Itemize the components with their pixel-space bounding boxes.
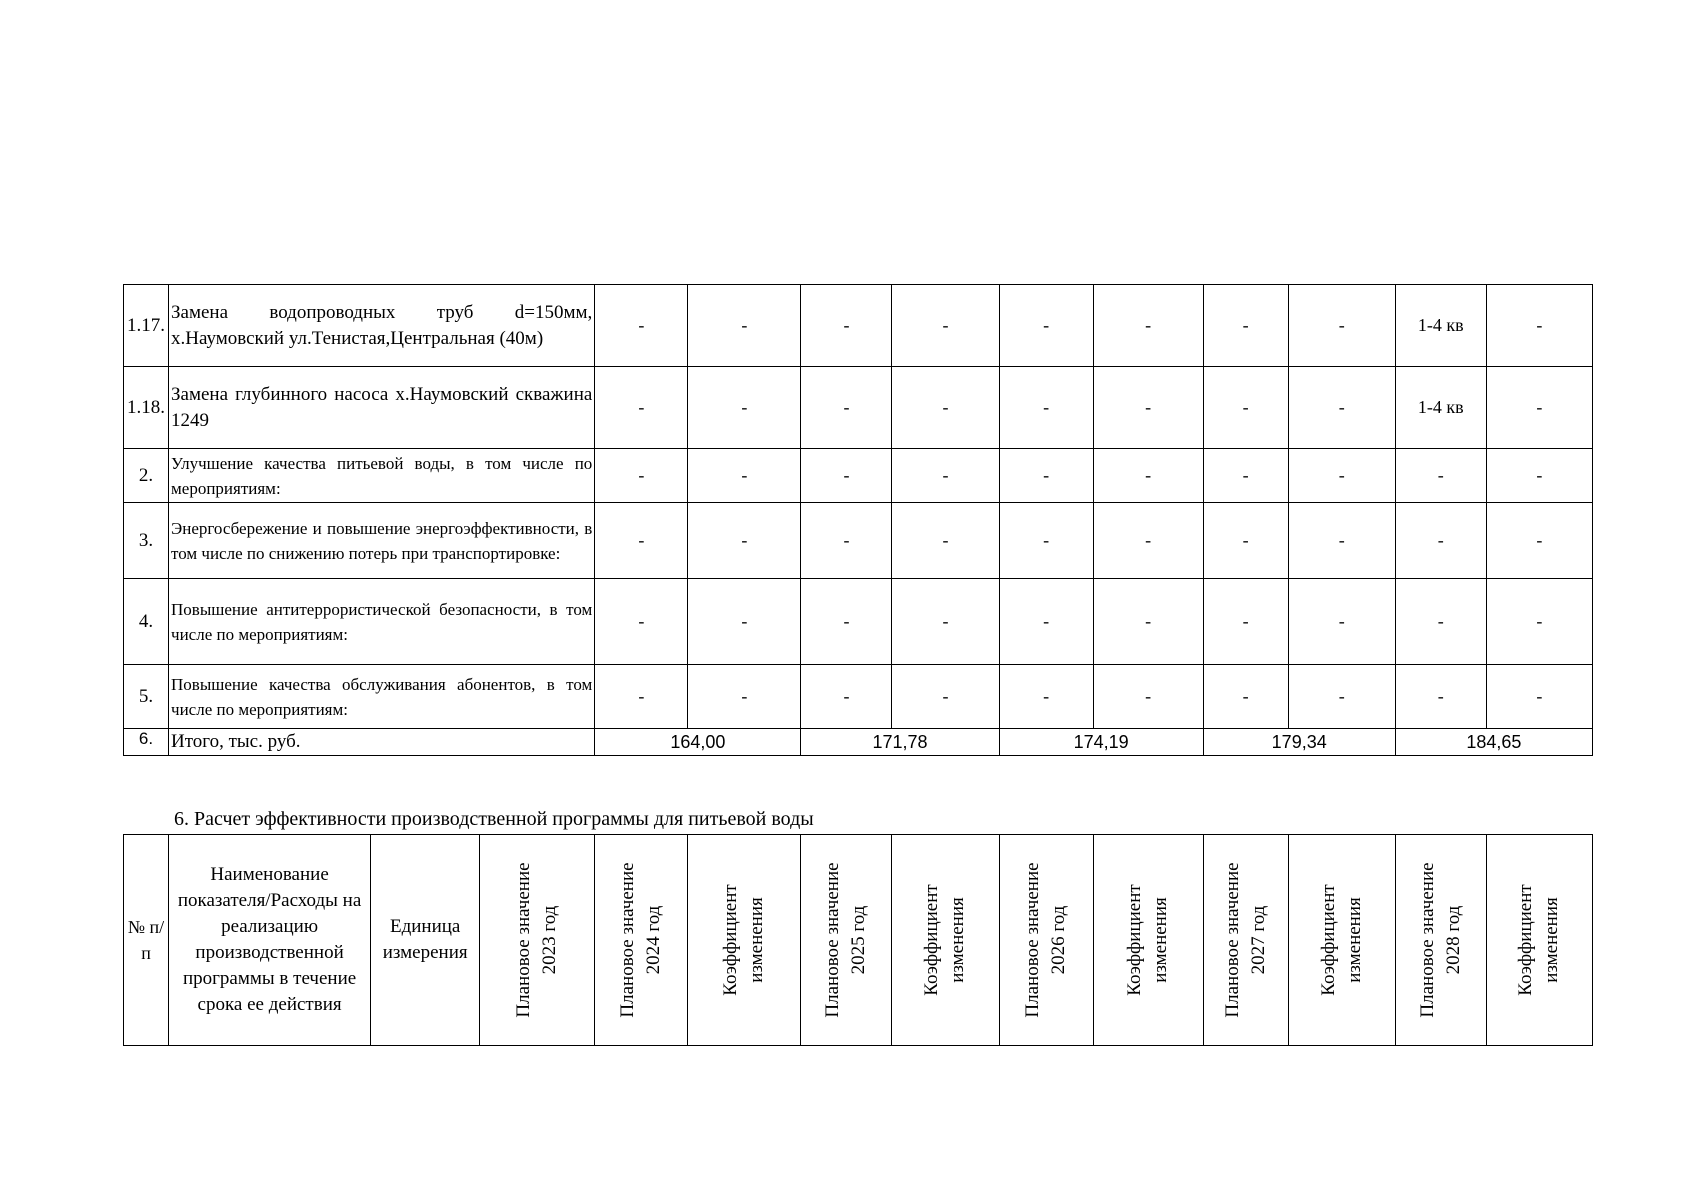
- table-row: [124, 367, 1593, 449]
- column-header-name: Наименование показателя/Расходы на реализацию производственной программы в течение срока ее действия: [169, 835, 371, 1046]
- cell: -: [1093, 665, 1203, 729]
- total-row-number: 6.: [124, 729, 169, 756]
- row-name: Повышение антитеррористической безопасности, в том числе по мероприятиям:: [169, 579, 595, 665]
- cell: -: [595, 503, 688, 579]
- cell: -: [1486, 367, 1592, 449]
- column-header-label: Плановое значение 2027 год: [1221, 862, 1269, 1018]
- column-header-coef: [688, 835, 801, 1046]
- table-row: [124, 665, 1593, 729]
- efficiency-table: [123, 834, 1593, 1046]
- total-value: 179,34: [1203, 729, 1395, 756]
- total-value: 171,78: [801, 729, 999, 756]
- row-name: Повышение качества обслуживания абонентов, в том числе по мероприятиям:: [169, 665, 595, 729]
- column-header-plan-2024: [595, 835, 688, 1046]
- column-header-unit: Единица измерения: [371, 835, 480, 1046]
- column-header-coef: [892, 835, 999, 1046]
- cell: -: [1288, 503, 1395, 579]
- column-header-label: Плановое значение 2025 год: [822, 862, 870, 1018]
- cell: -: [688, 367, 801, 449]
- cell: -: [1288, 367, 1395, 449]
- column-header-plan-2025: [801, 835, 892, 1046]
- cell: -: [1288, 665, 1395, 729]
- total-value: 184,65: [1395, 729, 1592, 756]
- column-header-coef: [1486, 835, 1592, 1046]
- cell: -: [1203, 449, 1288, 503]
- column-header-label: Плановое значение 2024 год: [617, 862, 665, 1018]
- column-header-label: Плановое значение 2026 год: [1022, 862, 1070, 1018]
- cell: -: [1093, 503, 1203, 579]
- cell: -: [801, 449, 892, 503]
- cell: -: [1288, 579, 1395, 665]
- cell: -: [1486, 449, 1592, 503]
- cell: -: [1486, 285, 1592, 367]
- cell: -: [595, 367, 688, 449]
- cell: -: [801, 503, 892, 579]
- column-header-plan-2028: [1395, 835, 1486, 1046]
- cell: -: [1203, 285, 1288, 367]
- cell: -: [1093, 285, 1203, 367]
- cell: 1-4 кв: [1395, 367, 1486, 449]
- measures-table-body: [124, 285, 1593, 756]
- total-value: 174,19: [999, 729, 1203, 756]
- cell: 1-4 кв: [1395, 285, 1486, 367]
- table-row: [124, 579, 1593, 665]
- cell: -: [999, 449, 1093, 503]
- column-header-label: Коэффициент изменения: [1317, 884, 1365, 996]
- row-number: 4.: [124, 579, 169, 665]
- cell: -: [892, 367, 999, 449]
- cell: -: [595, 665, 688, 729]
- cell: -: [1486, 579, 1592, 665]
- cell: -: [1203, 665, 1288, 729]
- cell: -: [892, 449, 999, 503]
- cell: -: [688, 449, 801, 503]
- column-header-plan-2023: [480, 835, 595, 1046]
- cell: -: [1203, 579, 1288, 665]
- row-name: Улучшение качества питьевой воды, в том числе по мероприятиям:: [169, 449, 595, 503]
- column-header-label: Коэффициент изменения: [1124, 884, 1172, 996]
- cell: -: [595, 579, 688, 665]
- total-row-label: Итого, тыс. руб.: [169, 729, 595, 756]
- cell: -: [1395, 665, 1486, 729]
- cell: -: [688, 285, 801, 367]
- cell: -: [595, 449, 688, 503]
- column-header-plan-2026: [999, 835, 1093, 1046]
- cell: -: [892, 579, 999, 665]
- cell: -: [999, 367, 1093, 449]
- cell: -: [688, 579, 801, 665]
- column-header-coef: [1288, 835, 1395, 1046]
- row-number: 3.: [124, 503, 169, 579]
- cell: -: [1395, 503, 1486, 579]
- cell: -: [1395, 579, 1486, 665]
- cell: -: [999, 665, 1093, 729]
- table-row: [124, 449, 1593, 503]
- column-header-plan-2027: [1203, 835, 1288, 1046]
- cell: -: [892, 665, 999, 729]
- cell: -: [1203, 503, 1288, 579]
- cell: -: [999, 285, 1093, 367]
- total-value: 164,00: [595, 729, 801, 756]
- row-number: 1.17.: [124, 285, 169, 367]
- column-header-number: № п/п: [124, 835, 169, 1046]
- cell: -: [801, 285, 892, 367]
- cell: -: [1395, 449, 1486, 503]
- measures-table: [123, 284, 1593, 756]
- cell: -: [1203, 367, 1288, 449]
- cell: -: [801, 367, 892, 449]
- cell: -: [688, 503, 801, 579]
- cell: -: [1093, 579, 1203, 665]
- cell: -: [595, 285, 688, 367]
- cell: -: [1093, 449, 1203, 503]
- column-header-label: Плановое значение 2023 год: [513, 862, 561, 1018]
- cell: -: [801, 579, 892, 665]
- cell: -: [999, 579, 1093, 665]
- column-header-label: Коэффициент изменения: [720, 884, 768, 996]
- cell: -: [1486, 665, 1592, 729]
- section-title: 6. Расчет эффективности производственной программы для питьевой воды: [174, 808, 814, 830]
- cell: -: [892, 285, 999, 367]
- header-row: [124, 835, 1593, 1046]
- total-row: [124, 729, 1593, 756]
- cell: -: [1093, 367, 1203, 449]
- row-number: 5.: [124, 665, 169, 729]
- table-row: [124, 503, 1593, 579]
- row-name: Энергосбережение и повышение энергоэффективности, в том числе по снижению потерь при транспортировке:: [169, 503, 595, 579]
- cell: -: [801, 665, 892, 729]
- cell: -: [1288, 449, 1395, 503]
- cell: -: [999, 503, 1093, 579]
- column-header-label: Плановое значение 2028 год: [1416, 862, 1464, 1018]
- column-header-label: Коэффициент изменения: [1515, 884, 1563, 996]
- row-name: Замена водопроводных труб d=150мм, х.Наумовский ул.Тенистая,Центральная (40м): [169, 285, 595, 367]
- cell: -: [688, 665, 801, 729]
- row-number: 1.18.: [124, 367, 169, 449]
- cell: -: [1288, 285, 1395, 367]
- cell: -: [1486, 503, 1592, 579]
- row-number: 2.: [124, 449, 169, 503]
- column-header-coef: [1093, 835, 1203, 1046]
- table-row: [124, 285, 1593, 367]
- cell: -: [892, 503, 999, 579]
- row-name: Замена глубинного насоса х.Наумовский скважина 1249: [169, 367, 595, 449]
- column-header-label: Коэффициент изменения: [921, 884, 969, 996]
